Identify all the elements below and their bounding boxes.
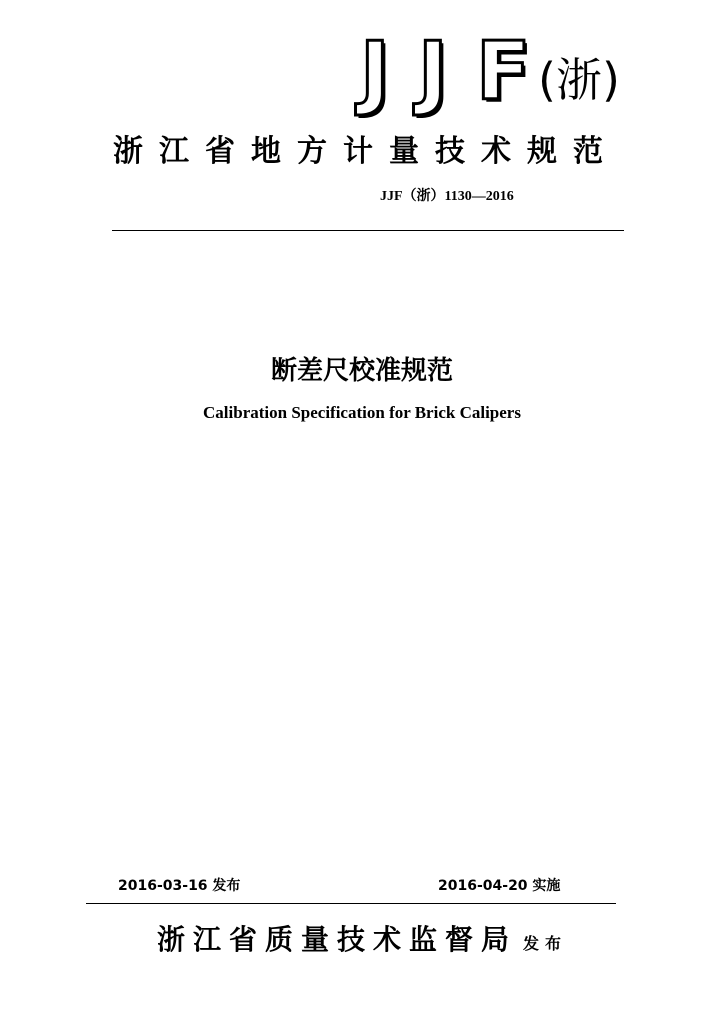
- standard-logo: [360, 25, 640, 118]
- footer-divider: [86, 903, 616, 904]
- logo-letter-j1: J: [360, 25, 390, 118]
- issue-date: 2016-03-16 发布: [118, 878, 241, 894]
- header-divider: [112, 230, 624, 231]
- issuer-name: 浙江省质量技术监督局: [156, 923, 517, 956]
- organization-series-title: 浙江省地方计量技术规范: [113, 134, 619, 169]
- logo-letter-j2: J: [418, 25, 448, 118]
- issuer-suffix: 发布: [523, 934, 568, 953]
- logo-letter-f: F: [476, 25, 531, 118]
- effective-date: 2016-04-20 实施: [438, 878, 561, 894]
- document-title-en: Calibration Specification for Brick Calipers: [203, 403, 521, 422]
- issuer-line: [0, 918, 724, 958]
- standard-code: JJF（浙）1130—2016: [380, 189, 514, 204]
- document-title-zh: 断差尺校准规范: [270, 356, 453, 386]
- logo-province-suffix: (浙): [538, 53, 620, 107]
